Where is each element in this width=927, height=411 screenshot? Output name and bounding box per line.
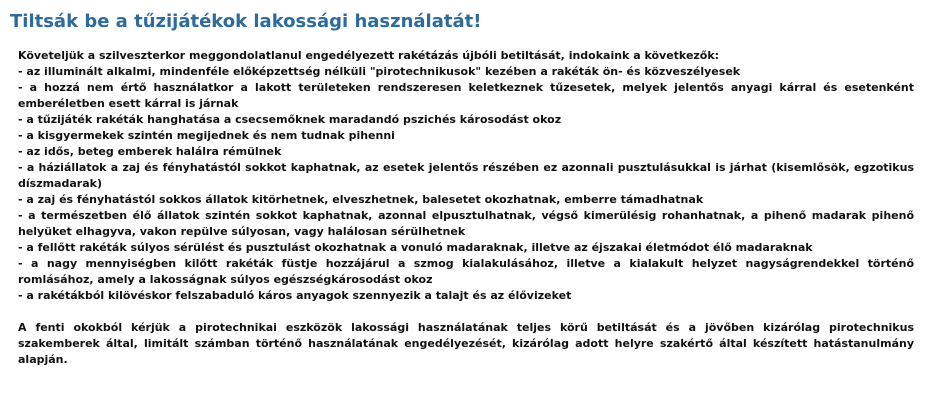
reason-list-item: - a rakétákból kilövéskor felszabaduló káros anyagok szennyezik a talajt és az élővizeket xyxy=(18,289,572,302)
reason-list-item: - a fellőtt rakéták súlyos sérülést és pusztulást okozhatnak a vonuló madaraknak, illetve az éjszakai életmódot élő madaraknak xyxy=(18,241,813,254)
conclusion-paragraph: A fenti okokból kérjük a pirotechnikai eszközök lakossági használatának teljes körű betiltását és a jövőben kizárólag pirotechnikus szakemberek által, limitált számban történő használatának engedélyezését, kizárólag adott helyre szakértő által készített hatástanulmány alapján. xyxy=(18,321,914,366)
reason-list-item: - a zaj és fényhatástól sokkos állatok kitörhetnek, elveszhetnek, balesetet okozhatnak, emberre támadhatnak xyxy=(18,193,704,206)
reason-list-item: - a természetben élő állatok szintén sokkot kaphatnak, azonnal elpusztulhatnak, végső kimerülésig rohanhatnak, a pihenő madarak pihenő helyüket elhagyva, vakon repülve súlyosan, vagy halálosan sérülhetnek xyxy=(18,209,914,238)
reason-list-item: - a háziállatok a zaj és fényhatástól sokkot kaphatnak, az esetek jelentős részében ez azonnali pusztulásukkal is járhat (kisemlősök, egzotikus díszmadarak) xyxy=(18,161,914,190)
reason-list-item: - az idős, beteg emberek halálra rémülnek xyxy=(18,145,282,158)
reason-list-item: - a kisgyermekek szintén megijednek és nem tudnak pihenni xyxy=(18,129,395,142)
reason-list-item: - a hozzá nem értő használatkor a lakott területeken rendszeresen keletkeznek tűzesetek, melyek jelentős anyagi kárral és esetenként emberéletben esett kárral is járnak xyxy=(18,81,914,110)
reason-list-item: - a nagy mennyiségben kilőtt rakéták füstje hozzájárul a szmog kialakulásához, illetve a kialakult helyzet nagyságrendekkel történő romlásához, amely a lakosságnak súlyos egészségkárosodást okoz xyxy=(18,257,914,286)
reason-list-item: - az illuminált alkalmi, mindenféle előképzettség nélküli "pirotechnikusok" kezében a rakéták ön- és közveszélyesek xyxy=(18,65,741,78)
page-title: Tiltsák be a tűzijátékok lakossági használatát! xyxy=(10,11,482,32)
petition-text xyxy=(18,48,914,368)
reason-list-item: - a tűzijáték rakéták hanghatása a csecsemőknek maradandó pszichés károsodást okoz xyxy=(18,113,562,126)
intro-paragraph: Követeljük a szilveszterkor meggondolatlanul engedélyezett rakétázás újbóli betiltását, indokaink a következők: xyxy=(18,49,720,62)
